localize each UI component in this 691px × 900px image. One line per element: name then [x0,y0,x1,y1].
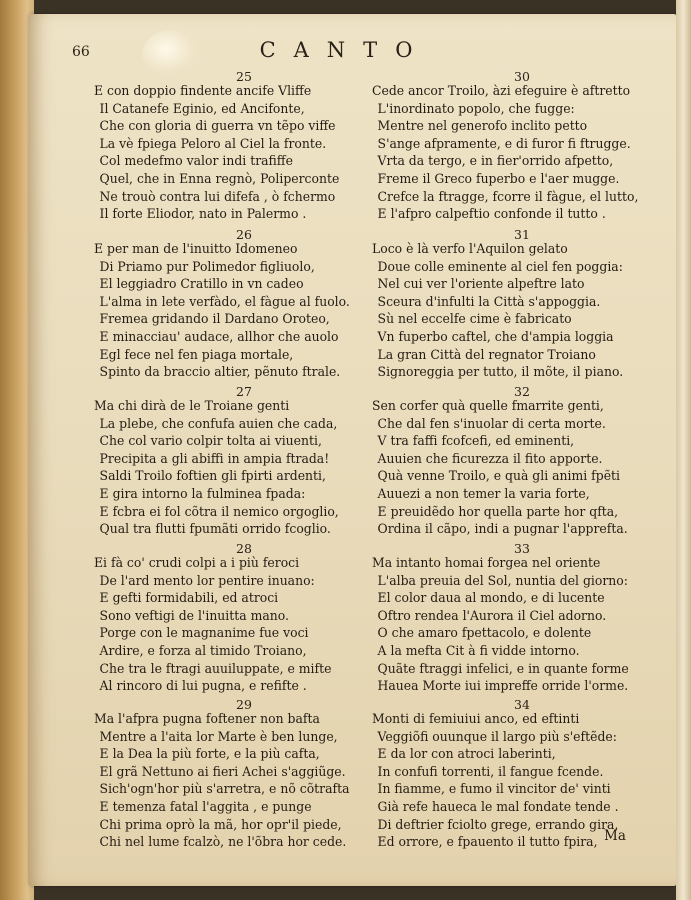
stanza-number: 31 [514,227,530,242]
stanza-25 [94,70,394,224]
verse-line: E per man de l'inuitto Idomeneo [94,242,298,257]
verse-line: Ne trouò contra lui difefa , ò fchermo [99,189,336,205]
verse-line: A la mefta Cit à fi vidde intorno. [377,643,580,659]
stanza-number: 34 [514,697,530,712]
verse-line: E fcbra ei fol cõtra il nemico orgoglio, [99,504,339,520]
verse-line: Ei fà co' crudi colpi a i più feroci [94,556,300,571]
verse-line: Ordina il cãpo, indi a pugnar l'apprefta. [377,522,628,538]
verse-line: Al rincoro di lui pugna, e refifte . [99,679,307,695]
verse-line: Col medefmo valor indi trafiffe [99,154,293,170]
verse-line: E con doppio findente ancife Vliffe [94,84,312,99]
stanza-number: 32 [514,384,530,399]
verse-line: Precipita a gli abiffi in ampia ftrada! [99,451,330,467]
verse-line: Qual tra flutti fpumãti orrido fcoglio. [99,522,331,538]
verse-line: El leggiadro Cratillo in vn cadeo [99,277,304,293]
stanza-number: 26 [236,227,252,242]
catchword: Ma [604,828,626,844]
stanza-number: 28 [236,541,252,556]
verse-line: Ma l'afpra pugna foftener non bafta [94,712,320,727]
verse-line: E l'afpro calpeftio confonde il tutto . [377,207,606,223]
verse-line: Mentre a l'aita lor Marte è ben lunge, [99,729,338,745]
stanza-30 [372,70,672,224]
stanza-31 [372,228,672,382]
verse-line: Oftro rendea l'Aurora il Ciel adorno. [377,608,607,624]
verse-line: In fiamme, e fumo il vincitor de' vinti [377,782,611,798]
verse-line: Saldi Troilo foftien gli fpirti ardenti, [99,469,326,485]
verse-line: Sich'ogn'hor più s'arretra, e nõ cõtrafta [99,782,350,798]
stanza-number: 27 [236,384,252,399]
verse-line: Signoreggia per tutto, il mõte, il piano. [377,365,624,381]
verse-line: Vrta da tergo, e in fier'orrido afpetto, [377,154,614,170]
verse-line: E gira intorno la fulminea fpada: [99,486,306,502]
verse-line: Quel, che in Enna regnò, Polipercontе [99,171,340,187]
verse-line: L'inordinato popolo, che fugge: [377,101,575,117]
verse-line: Fremea gridando il Dardano Oroteo, [99,312,330,328]
verse-line: Che col vario colpir tolta ai viuenti, [99,434,322,450]
verse-line: Monti di femiuiui anco, ed eftinti [372,712,580,727]
verse-line: Vn fuperbo caftel, che d'ampia loggia [377,329,614,345]
stanza-27 [94,385,394,539]
verse-line: Freme il Greco fuperbo e l'aer mugge. [377,171,620,187]
verse-line: Auuezi a non temer la varia forte, [377,486,590,502]
verse-line: Ed orrore, e fpauento il tutto fpira, [377,835,598,851]
verse-line: Sono veftigi de l'inuitta mano. [99,608,289,624]
verse-line: E minacciau' audace, allhor che auolo [99,329,339,345]
verse-line: La vè fpiega Peloro al Ciel la fronte. [99,136,327,152]
stanza-number: 25 [236,69,252,84]
verse-line: In confufi torrenti, il fangue fcende. [377,764,604,780]
verse-line: Ma intanto homai forgea nel oriente [372,556,601,571]
verse-line: Nel cui ver l'oriente alpeftre lato [377,277,585,293]
stanza-34 [372,698,672,852]
verse-line: La gran Città del regnator Troiano [377,347,596,363]
verse-line: Che tra le ftragi auuiluppate, e mifte [99,661,332,677]
stanza-number: 33 [514,541,530,556]
stanza-28 [94,542,394,696]
verse-line: Loco è là verfo l'Aquilon gelato [372,242,568,257]
verse-line: E gefti formidabili, ed atroci [99,591,279,607]
verse-line: Ardire, e forza al timido Troiano, [99,643,307,659]
verse-line: Spinto da braccio altier, pẽnuto ftrale. [99,365,341,381]
verse-line: Che con gloria di guerra vn tẽpo viffe [99,119,336,135]
verse-line: Mentre nel generofo inclito petto [377,119,588,135]
verse-line: El color daua al mondo, e di lucente [377,591,605,607]
running-head: CANTO [259,38,431,62]
verse-line: Ma chi dirà de le Troiane genti [94,399,290,414]
verse-line: E da lor con atroci laberinti, [377,747,556,763]
verse-line: Il Catanefe Eginio, ed Ancifonte, [99,101,305,117]
verse-line: E la Dea la più forte, e la più cafta, [99,747,320,763]
verse-line: Sen corfer quà quelle fmarrite genti, [372,399,604,414]
verse-line: Crefce la ftragge, fcorre il fàgue, el lutto, [377,189,639,205]
verse-line: Porge con le magnanime fue voci [99,626,309,642]
verse-line: L'alba preuia del Sol, nuntia del giorno: [377,573,628,589]
verse-line: Doue colle eminente al ciel fen poggia: [377,259,623,275]
verse-line: O che amaro fpettacolo, e dolente [377,626,592,642]
stanza-32 [372,385,672,539]
verse-line: S'ange afpramente, e di furor fi ftrugge. [377,136,631,152]
page-number: 66 [72,44,90,60]
verse-line: Sceura d'infulti la Città s'appoggia. [377,294,601,310]
verse-line: De l'ard mento lor pentire inuano: [99,573,315,589]
verse-line: Chi prima oprò la mã, hor opr'il piede, [99,817,342,833]
stanza-33 [372,542,672,696]
verse-line: Auuien che ficurezza il fito apporte. [377,451,603,467]
verse-line: Veggiõfi ouunque il largo più s'eftẽde: [377,729,617,745]
verse-line: Sù nel eccelfe cime è fabricato [377,312,572,328]
verse-line: Cede ancor Troilo, àzi efeguire è aftretto [372,84,631,99]
verse-line: Di Priamo pur Polimedor figliuolo, [99,259,315,275]
stanza-number: 30 [514,69,530,84]
verse-line: Di deftrier fciolto grege, errando gira, [377,817,619,833]
verse-line: Quãte ftraggi infelici, e in quante forme [377,661,629,677]
verse-line: L'alma in lete verfàdo, el fàgue al fuolo. [99,294,350,310]
verse-line: Già refe haueca le mal fondate tende . [377,799,619,815]
verse-line: Hauea Morte iui impreffe orride l'orme. [377,679,629,695]
stanza-26 [94,228,394,382]
verse-line: Il forte Eliodor, nato in Palermo . [99,207,307,223]
verse-line: V tra faffi fcofcefi, ed eminenti, [377,434,575,450]
verse-line: Egl fece nel fen piaga mortale, [99,347,294,363]
stanza-number: 29 [236,697,252,712]
verse-line: Chi nel lume fcalzò, ne l'õbra hor cede. [99,835,347,851]
verse-line: E temenza fatal l'aggita , e punge [99,799,312,815]
page-edge [676,0,691,900]
verse-line: E preuidẽdo hor quella parte hor qfta, [377,504,619,520]
verse-line: Quà venne Troilo, e quà gli animi fpẽti [377,469,621,485]
stanza-29 [94,698,394,852]
verse-line: Che dal fen s'inuolar di certa morte. [377,416,606,432]
verse-line: La plebe, che confufa auien che cada, [99,416,338,432]
verse-line: El grã Nettuno ai fieri Achei s'aggiũge. [99,764,346,780]
